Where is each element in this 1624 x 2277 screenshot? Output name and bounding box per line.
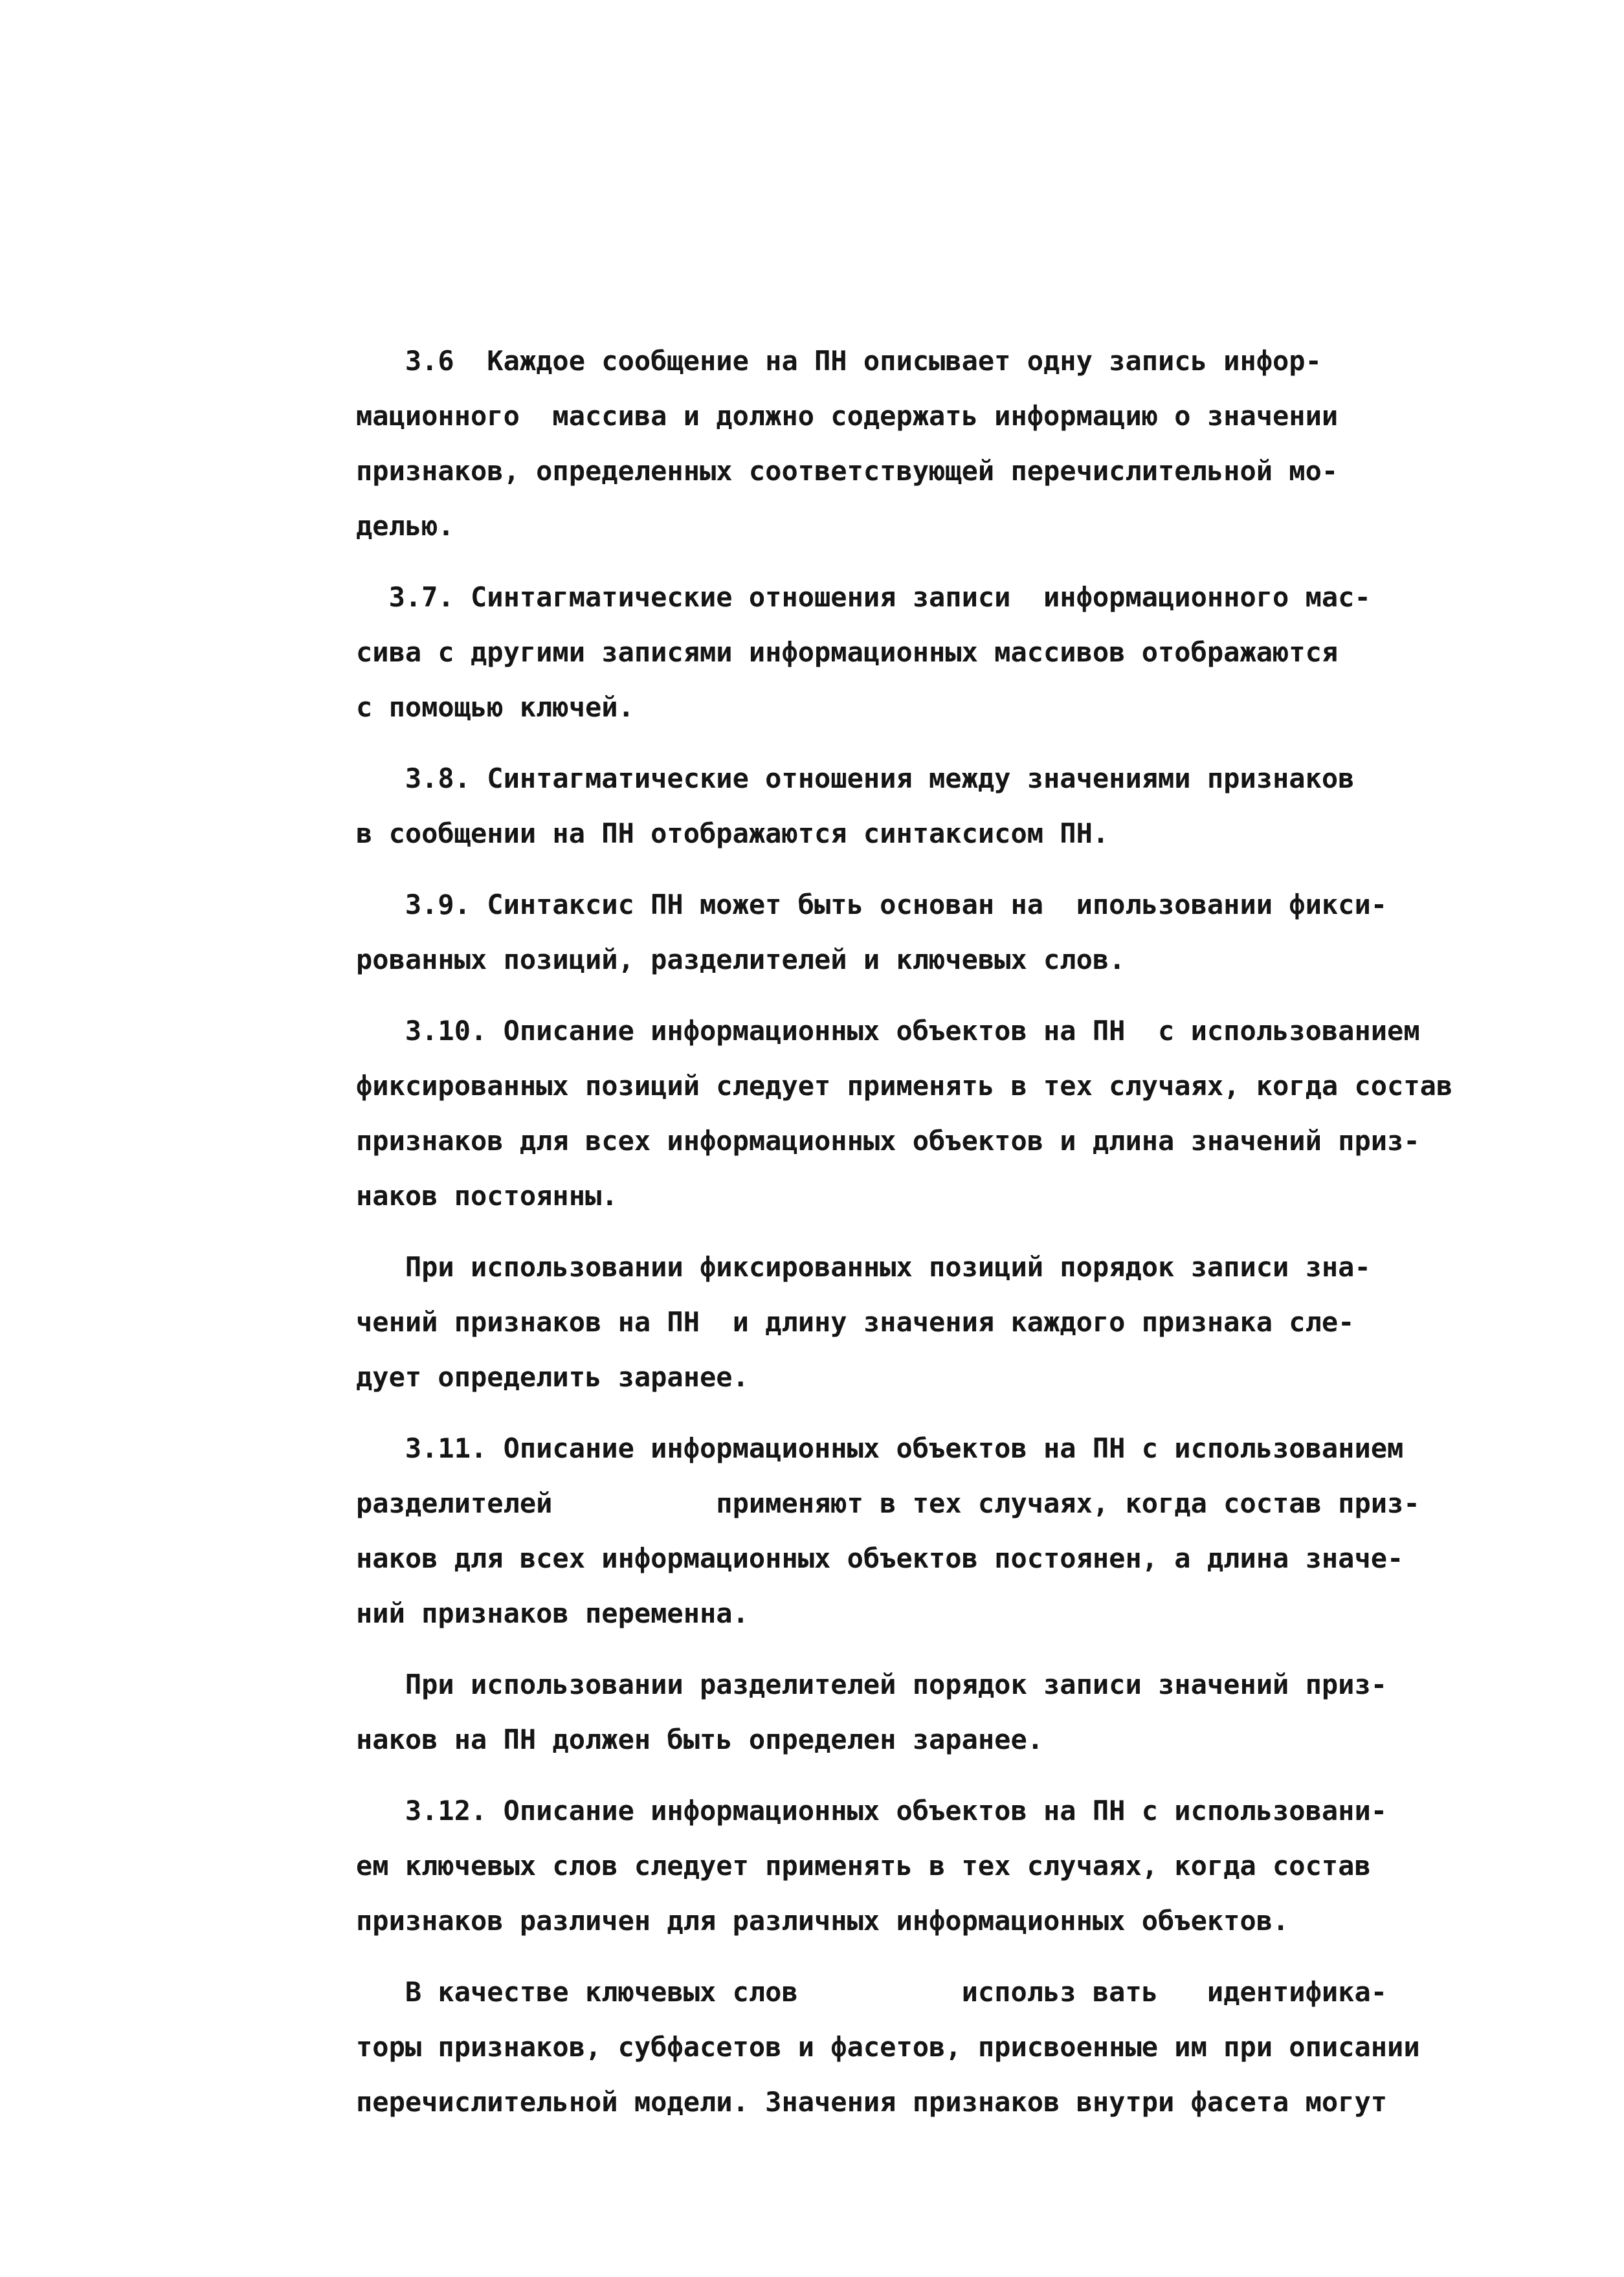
paragraph-3-10-b [356, 1239, 1521, 1405]
text-line: наков для всех информационных объектов постоянен, а длина значе- [356, 1542, 1404, 1574]
text-line: разделителей применяют в тех случаях, когда состав приз- [356, 1487, 1420, 1519]
paragraph-3-6 [356, 333, 1521, 553]
text-line: дует определить заранее. [356, 1361, 749, 1393]
text-line: фиксированных позиций следует применять в тех случаях, когда состав [356, 1070, 1453, 1102]
text-line: 3.11. Описание информационных объектов на ПН с использованием [356, 1432, 1404, 1464]
paragraph-3-10 [356, 1003, 1521, 1223]
text-line: наков на ПН должен быть определен заранее. [356, 1724, 1044, 1755]
text-line: чений признаков на ПН и длину значения каждого признака сле- [356, 1306, 1355, 1338]
text-line: сива с другими записями информационных массивов отображаются [356, 636, 1339, 668]
text-line: с помощью ключей. [356, 691, 634, 723]
paragraph-3-11-b [356, 1657, 1521, 1767]
paragraph-3-12-b [356, 1964, 1521, 2129]
text-line: делью. [356, 510, 454, 542]
paragraph-3-7 [356, 570, 1521, 735]
text-line: торы признаков, субфасетов и фасетов, присвоенные им при описании [356, 2031, 1420, 2063]
text-line: мационного массива и должно содержать информацию о значении [356, 400, 1339, 432]
paragraph-3-9 [356, 877, 1521, 987]
paragraph-3-11 [356, 1421, 1521, 1641]
text-line: В качестве ключевых слов использ вать идентифика- [356, 1976, 1388, 2008]
text-line: 3.8. Синтагматические отношения между значениями признаков [356, 762, 1355, 794]
text-line: При использовании разделителей порядок записи значений приз- [356, 1669, 1388, 1700]
text-line: перечислительной модели. Значения признаков внутри фасета могут [356, 2086, 1388, 2118]
text-line: 3.12. Описание информационных объектов на ПН с использовани- [356, 1795, 1388, 1827]
text-line: 3.6 Каждое сообщение на ПН описывает одну запись инфор- [356, 345, 1322, 377]
paragraph-3-8 [356, 751, 1521, 861]
document-body [356, 333, 1521, 2129]
text-line: 3.7. Синтагматические отношения записи информационного мас- [356, 581, 1371, 613]
text-line: ем ключевых слов следует применять в тех случаях, когда состав [356, 1850, 1371, 1882]
text-line: признаков различен для различных информационных объектов. [356, 1905, 1289, 1937]
text-line: 3.10. Описание информационных объектов на ПН с использованием [356, 1015, 1420, 1047]
text-line: ний признаков переменна. [356, 1597, 749, 1629]
text-line: При использовании фиксированных позиций порядок записи зна- [356, 1251, 1371, 1283]
text-line: в сообщении на ПН отображаются синтаксисом ПН. [356, 817, 1109, 849]
text-line: признаков, определенных соответствующей перечислительной мо- [356, 455, 1339, 487]
text-line: 3.9. Синтаксис ПН может быть основан на ипользовании фикси- [356, 889, 1388, 920]
text-line: наков постоянны. [356, 1180, 618, 1212]
text-line: признаков для всех информационных объектов и длина значений приз- [356, 1125, 1420, 1157]
text-line: рованных позиций, разделителей и ключевых слов. [356, 944, 1126, 975]
paragraph-3-12 [356, 1783, 1521, 1948]
